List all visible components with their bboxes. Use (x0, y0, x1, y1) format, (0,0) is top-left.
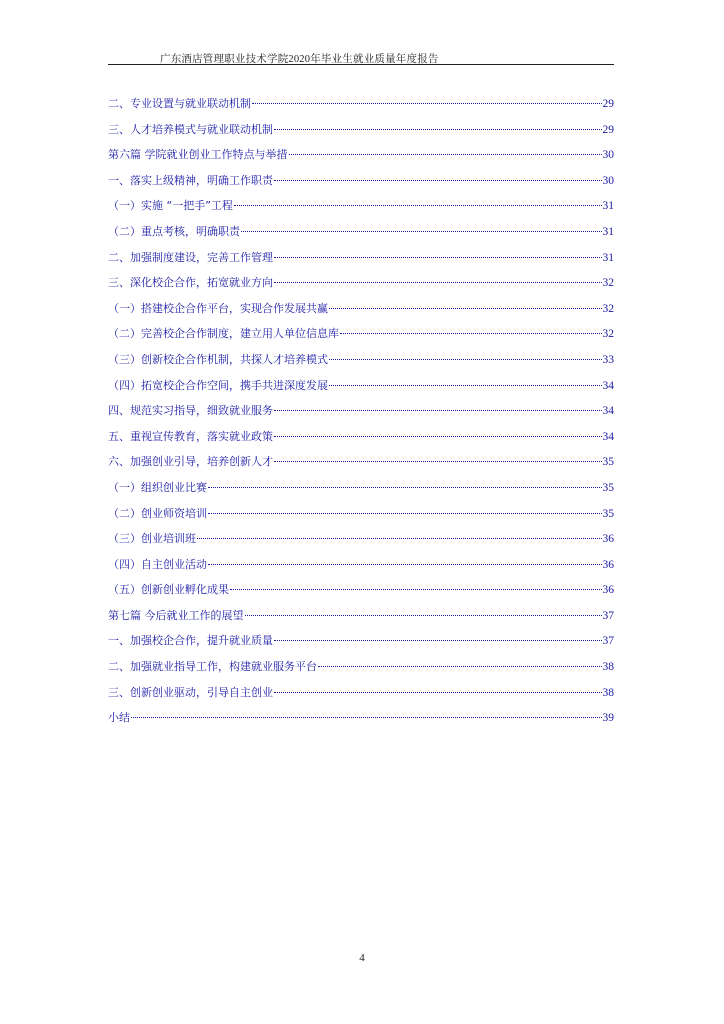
toc-entry-page: 32 (602, 328, 614, 341)
toc-dot-leader (241, 231, 602, 232)
toc-dot-leader (274, 640, 602, 641)
toc-entry[interactable] (108, 197, 614, 223)
toc-dot-leader (274, 282, 602, 283)
toc-dot-leader (131, 717, 602, 718)
toc-entry[interactable] (108, 530, 614, 556)
toc-entry-page: 31 (602, 251, 614, 264)
toc-entry[interactable] (108, 146, 614, 172)
toc-entry[interactable] (108, 172, 614, 198)
toc-entry-page: 33 (602, 353, 614, 366)
toc-dot-leader (340, 333, 602, 334)
toc-entry-label: 小结 (108, 711, 130, 725)
page-number: 4 (359, 952, 365, 964)
toc-entry-label: 二、专业设置与就业联动机制 (108, 97, 251, 110)
toc-entry-page: 29 (602, 98, 614, 110)
toc-entry-label: （四）拓宽校企合作空间，携手共进深度发展 (108, 378, 328, 392)
toc-dot-leader (274, 129, 602, 130)
toc-dot-leader (274, 410, 602, 411)
toc-entry-label: 二、加强就业指导工作，构建就业服务平台 (108, 660, 317, 674)
toc-entry-page: 36 (602, 533, 614, 546)
toc-entry-page: 34 (602, 430, 614, 443)
toc-entry-page: 38 (602, 686, 614, 699)
toc-entry[interactable] (108, 581, 614, 607)
toc-entry-label: （二）创业师资培训 (108, 506, 207, 520)
toc-entry[interactable] (108, 658, 614, 684)
toc-entry-page: 38 (602, 661, 614, 674)
toc-dot-leader (329, 359, 602, 360)
toc-entry[interactable] (108, 121, 614, 147)
toc-entry-label: 第六篇 学院就业创业工作特点与举措 (108, 148, 288, 162)
toc-entry[interactable] (108, 351, 614, 377)
toc-dot-leader (318, 666, 602, 667)
toc-entry-label: （一）组织创业比赛 (108, 480, 207, 494)
toc-dot-leader (274, 461, 602, 462)
toc-dot-leader (274, 692, 602, 693)
toc-entry-label: 三、人才培养模式与就业联动机制 (108, 122, 273, 136)
toc-entry-label: （一）实施 “一把手”工程 (108, 199, 233, 213)
toc-entry[interactable] (108, 95, 614, 121)
toc-entry-label: （一）搭建校企合作平台，实现合作发展共赢 (108, 301, 328, 315)
toc-entry-page: 31 (602, 200, 614, 213)
toc-dot-leader (329, 385, 602, 386)
toc-entry-label: （四）自主创业活动 (108, 557, 207, 571)
toc-dot-leader (197, 538, 602, 539)
toc-entry[interactable] (108, 632, 614, 658)
table-of-contents (108, 95, 614, 735)
toc-dot-leader (274, 436, 602, 437)
toc-entry[interactable] (108, 325, 614, 351)
toc-dot-leader (230, 589, 602, 590)
toc-entry[interactable] (108, 684, 614, 710)
toc-dot-leader (208, 564, 602, 565)
toc-entry-label: （三）创业培训班 (108, 532, 196, 546)
toc-entry[interactable] (108, 300, 614, 326)
toc-dot-leader (274, 180, 602, 181)
toc-entry-page: 30 (602, 149, 614, 162)
toc-dot-leader (289, 154, 602, 155)
toc-entry[interactable] (108, 607, 614, 633)
toc-entry-page: 35 (602, 456, 614, 469)
toc-entry[interactable] (108, 453, 614, 479)
toc-dot-leader (245, 615, 602, 616)
toc-entry[interactable] (108, 402, 614, 428)
toc-entry-page: 35 (602, 507, 614, 520)
toc-entry-label: （三）创新校企合作机制，共探人才培养模式 (108, 352, 328, 366)
toc-entry-label: （五）创新创业孵化成果 (108, 583, 229, 597)
toc-entry-page: 32 (602, 277, 614, 290)
toc-dot-leader (208, 513, 602, 514)
toc-entry-page: 36 (602, 584, 614, 597)
toc-entry-page: 32 (602, 302, 614, 315)
toc-entry-label: （二）重点考核，明确职责 (108, 224, 240, 238)
toc-entry-label: 一、加强校企合作，提升就业质量 (108, 634, 273, 648)
toc-dot-leader (208, 487, 602, 488)
toc-entry-label: 一、落实上级精神，明确工作职责 (108, 173, 273, 187)
toc-entry-page: 39 (602, 712, 614, 725)
toc-entry[interactable] (108, 428, 614, 454)
toc-entry[interactable] (108, 505, 614, 531)
toc-entry-label: 六、加强创业引导，培养创新人才 (108, 455, 273, 469)
toc-entry-label: 三、深化校企合作，拓宽就业方向 (108, 276, 273, 290)
header-rule (108, 64, 614, 65)
running-header-title: 广东酒店管理职业技术学院2020年毕业生就业质量年度报告 (160, 54, 439, 65)
toc-entry[interactable] (108, 479, 614, 505)
toc-entry[interactable] (108, 249, 614, 275)
toc-entry-label: （二）完善校企合作制度，建立用人单位信息库 (108, 327, 339, 341)
toc-dot-leader (234, 205, 602, 206)
toc-dot-leader (252, 103, 602, 104)
toc-entry-label: 第七篇 今后就业工作的展望 (108, 608, 244, 622)
toc-dot-leader (329, 308, 602, 309)
toc-dot-leader (274, 257, 602, 258)
toc-entry-label: 三、创新创业驱动，引导自主创业 (108, 685, 273, 699)
toc-entry[interactable] (108, 377, 614, 403)
toc-entry-page: 34 (602, 379, 614, 392)
toc-entry[interactable] (108, 556, 614, 582)
toc-entry-page: 36 (602, 558, 614, 571)
toc-entry[interactable] (108, 274, 614, 300)
toc-entry-page: 37 (602, 609, 614, 622)
toc-entry-label: 五、重视宣传教育，落实就业政策 (108, 429, 273, 443)
toc-entry[interactable] (108, 223, 614, 249)
toc-entry-page: 37 (602, 635, 614, 648)
toc-entry-page: 31 (602, 225, 614, 238)
toc-entry[interactable] (108, 709, 614, 735)
toc-entry-label: 二、加强制度建设，完善工作管理 (108, 250, 273, 264)
toc-entry-label: 四、规范实习指导，细致就业服务 (108, 404, 273, 418)
toc-entry-page: 30 (602, 174, 614, 187)
toc-entry-page: 35 (602, 481, 614, 494)
toc-entry-page: 34 (602, 405, 614, 418)
toc-entry-page: 29 (602, 123, 614, 136)
